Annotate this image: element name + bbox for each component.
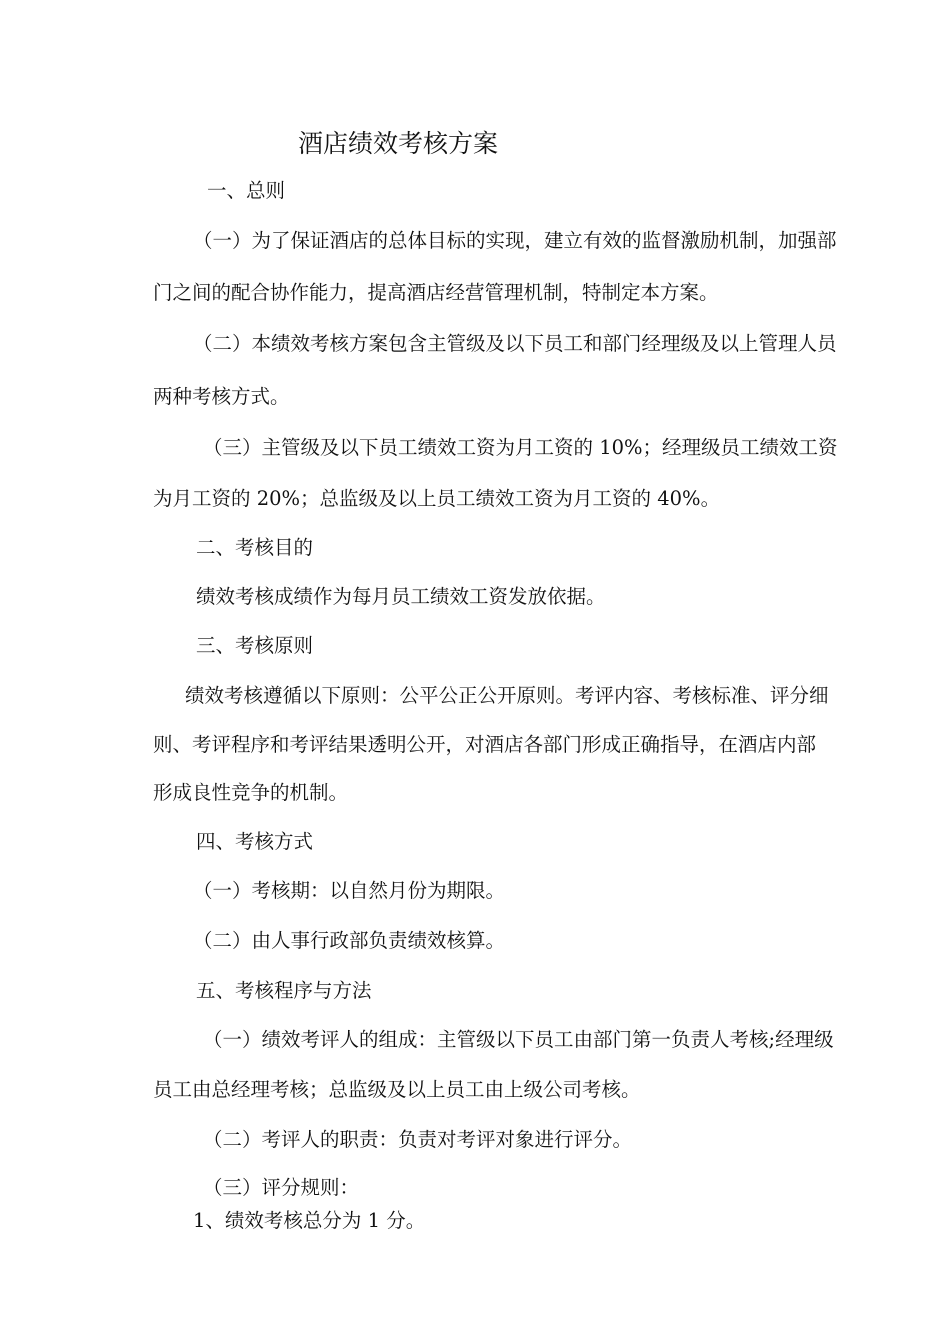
paragraph-line: （一）为了保证酒店的总体目标的实现，建立有效的监督激励机制，加强部 — [193, 229, 837, 252]
paragraph-line: （一）绩效考评人的组成：主管级以下员工由部门第一负责人考核;经理级 — [203, 1028, 834, 1051]
section-heading-method: 四、考核方式 — [196, 830, 314, 853]
section-heading-principle: 三、考核原则 — [196, 634, 314, 657]
paragraph-line: 绩效考核遵循以下原则：公平公正公开原则。考评内容、考核标准、评分细 — [185, 684, 829, 707]
paragraph-line: 为月工资的 20%；总监级及以上员工绩效工资为月工资的 40%。 — [153, 487, 721, 510]
section-heading-purpose: 二、考核目的 — [196, 536, 314, 559]
paragraph-line: （三）主管级及以下员工绩效工资为月工资的 10%；经理级员工绩效工资 — [203, 436, 838, 459]
paragraph-line: （二）考评人的职责：负责对考评对象进行评分。 — [203, 1128, 633, 1151]
paragraph-line: 两种考核方式。 — [153, 385, 290, 408]
paragraph-line: （一）考核期：以自然月份为期限。 — [193, 879, 506, 902]
section-heading-procedure: 五、考核程序与方法 — [196, 979, 372, 1002]
paragraph-line: （二）本绩效考核方案包含主管级及以下员工和部门经理级及以上管理人员 — [193, 332, 837, 355]
document-title: 酒店绩效考核方案 — [298, 129, 499, 158]
paragraph-line: 则、考评程序和考评结果透明公开，对酒店各部门形成正确指导，在酒店内部 — [153, 733, 817, 756]
paragraph-line: 员工由总经理考核；总监级及以上员工由上级公司考核。 — [153, 1078, 641, 1101]
paragraph-line: （二）由人事行政部负责绩效核算。 — [193, 929, 506, 952]
list-item: 1、绩效考核总分为 1 分。 — [193, 1209, 426, 1232]
paragraph-line: （三）评分规则： — [203, 1176, 360, 1199]
section-heading-general: 一、总则 — [207, 179, 286, 202]
paragraph-line: 门之间的配合协作能力，提高酒店经营管理机制，特制定本方案。 — [153, 281, 719, 304]
paragraph-line: 形成良性竞争的机制。 — [153, 781, 349, 804]
paragraph-line: 绩效考核成绩作为每月员工绩效工资发放依据。 — [196, 585, 606, 608]
